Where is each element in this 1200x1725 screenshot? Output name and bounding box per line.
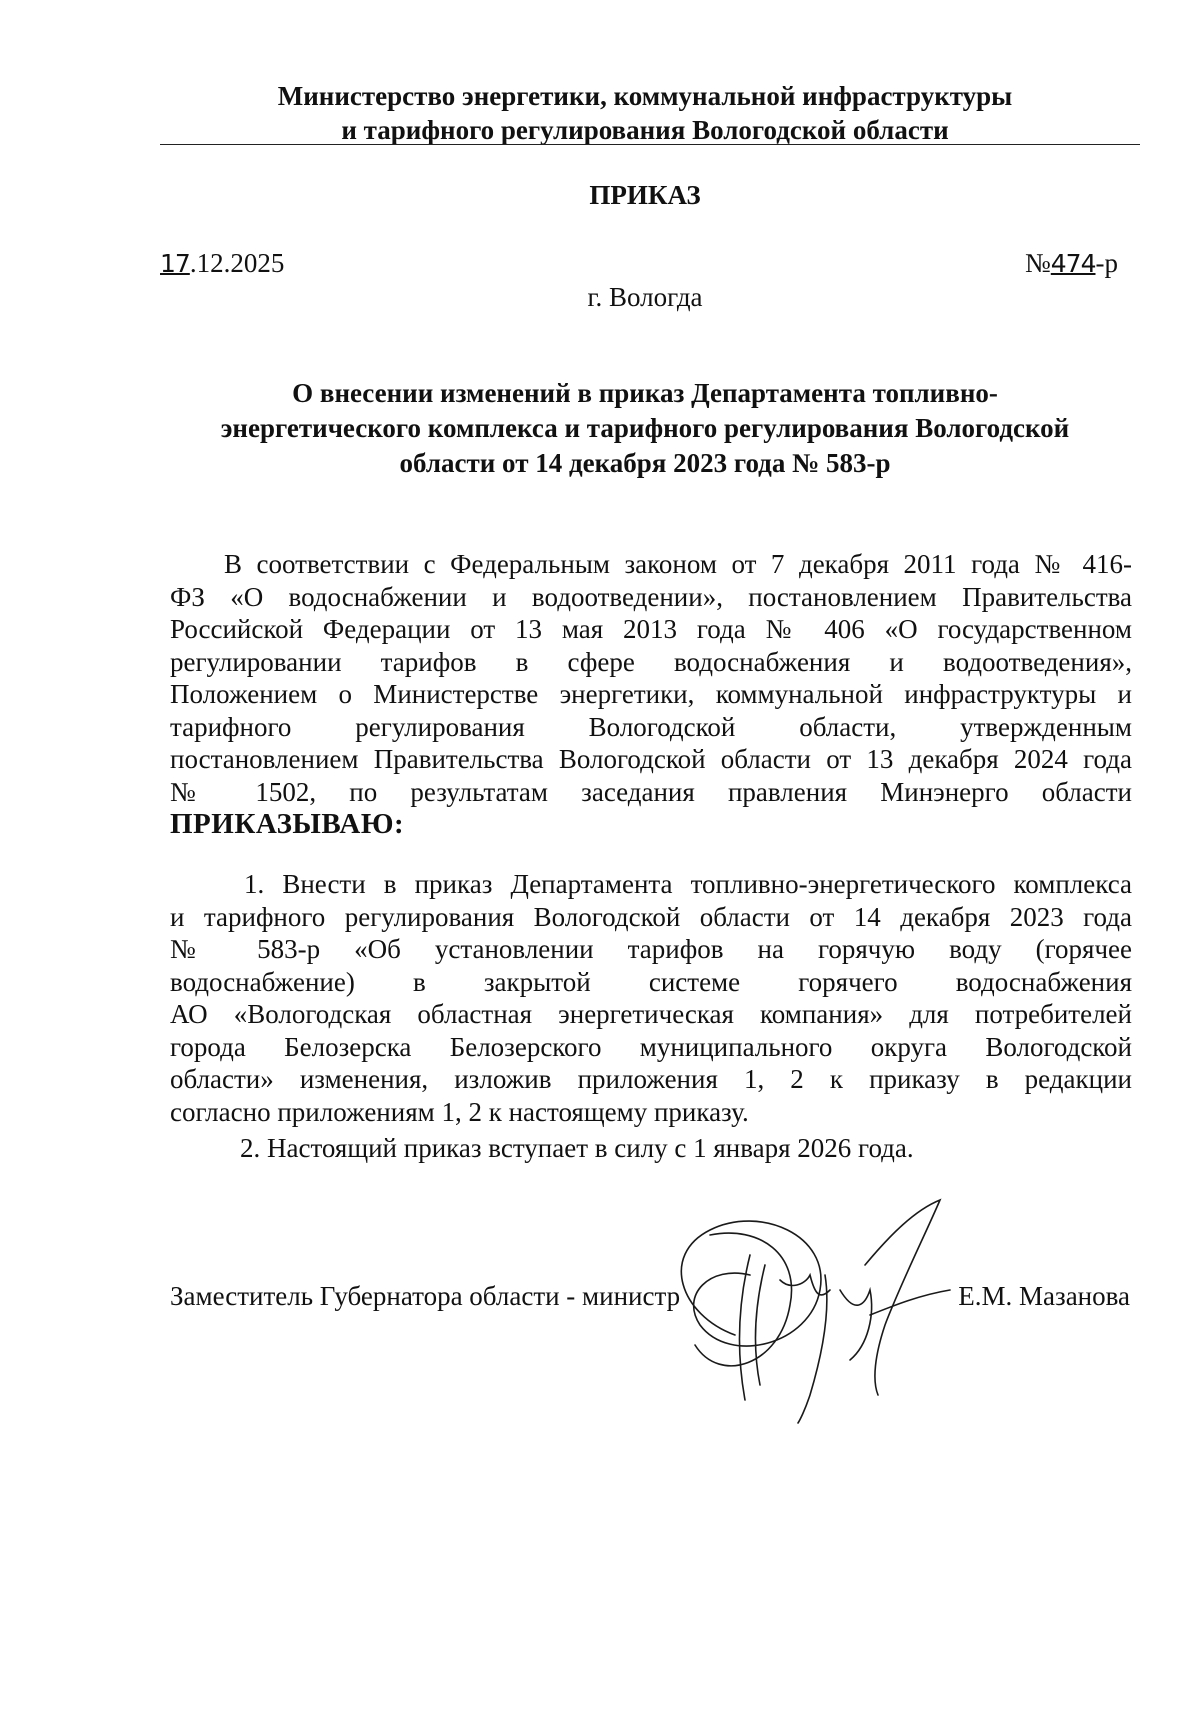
preamble-line: № 1502, по результатам заседания правления Минэнерго области [170,777,1132,807]
item-1-line: согласно приложениям 1, 2 к настоящему приказу. [170,1097,749,1127]
preamble-line: В соответствии с Федеральным законом от 7 декабря 2011 года № 416- [224,549,1132,579]
city: г. Вологда [587,282,703,312]
subject-line: О внесении изменений в приказ Департамента топливно- [292,378,998,408]
preamble-line: постановлением Правительства Вологодской области от 13 декабря 2024 года [170,744,1132,774]
item-2: 2. Настоящий приказ вступает в силу с 1 января 2026 года. [240,1133,914,1163]
handwritten-day: 17 [160,249,190,278]
preamble-line: тарифного регулирования Вологодской области, утвержденным [170,712,1132,742]
order-subject [160,376,1130,481]
item-1-line: № 583-р «Об установлении тарифов на горячую воду (горячее [170,934,1132,964]
number-suffix: -р [1095,248,1118,278]
command-word: ПРИКАЗЫВАЮ: [170,808,405,840]
handwritten-number: 474 [1050,249,1096,278]
item-1-line: водоснабжение) в закрытой системе горячего водоснабжения [170,967,1132,997]
signatory-position: Заместитель Губернатора области - министр [170,1281,681,1311]
order-date [160,248,284,279]
ministry-name-line-1: Министерство энергетики, коммунальной инфраструктуры [277,81,1013,111]
item-1-line: АО «Вологодская областная энергетическая компания» для потребителей [170,999,1132,1029]
preamble-line: регулировании тарифов в сфере водоснабжения и водоотведения», [170,647,1132,677]
signatory-name: Е.М. Мазанова [958,1281,1130,1311]
preamble-line: Положением о Министерстве энергетики, коммунальной инфраструктуры и [170,679,1132,709]
number-sign: № [1025,248,1051,278]
order-number [1025,248,1118,279]
ministry-name-line-2: и тарифного регулирования Вологодской области [341,115,949,145]
subject-line: области от 14 декабря 2023 года № 583-р [399,448,891,478]
handwritten-signature [640,1195,970,1425]
item-1-line: 1. Внести в приказ Департамента топливно-энергетического комплекса [244,869,1132,899]
preamble-line: ФЗ «О водоснабжении и водоотведении», постановлением Правительства [170,582,1132,612]
item-1-line: и тарифного регулирования Вологодской области от 14 декабря 2023 года [170,902,1132,932]
header-rule [160,144,1140,145]
item-1-line: области» изменения, изложив приложения 1, 2 к приказу в редакции [170,1064,1132,1094]
order-title: ПРИКАЗ [589,180,701,210]
item-1-line: города Белозерска Белозерского муниципального округа Вологодской [170,1032,1132,1062]
preamble-line: Российской Федерации от 13 мая 2013 года № 406 «О государственном [170,614,1132,644]
subject-line: энергетического комплекса и тарифного регулирования Вологодской [220,413,1070,443]
date-month-year: .12.2025 [189,248,285,278]
